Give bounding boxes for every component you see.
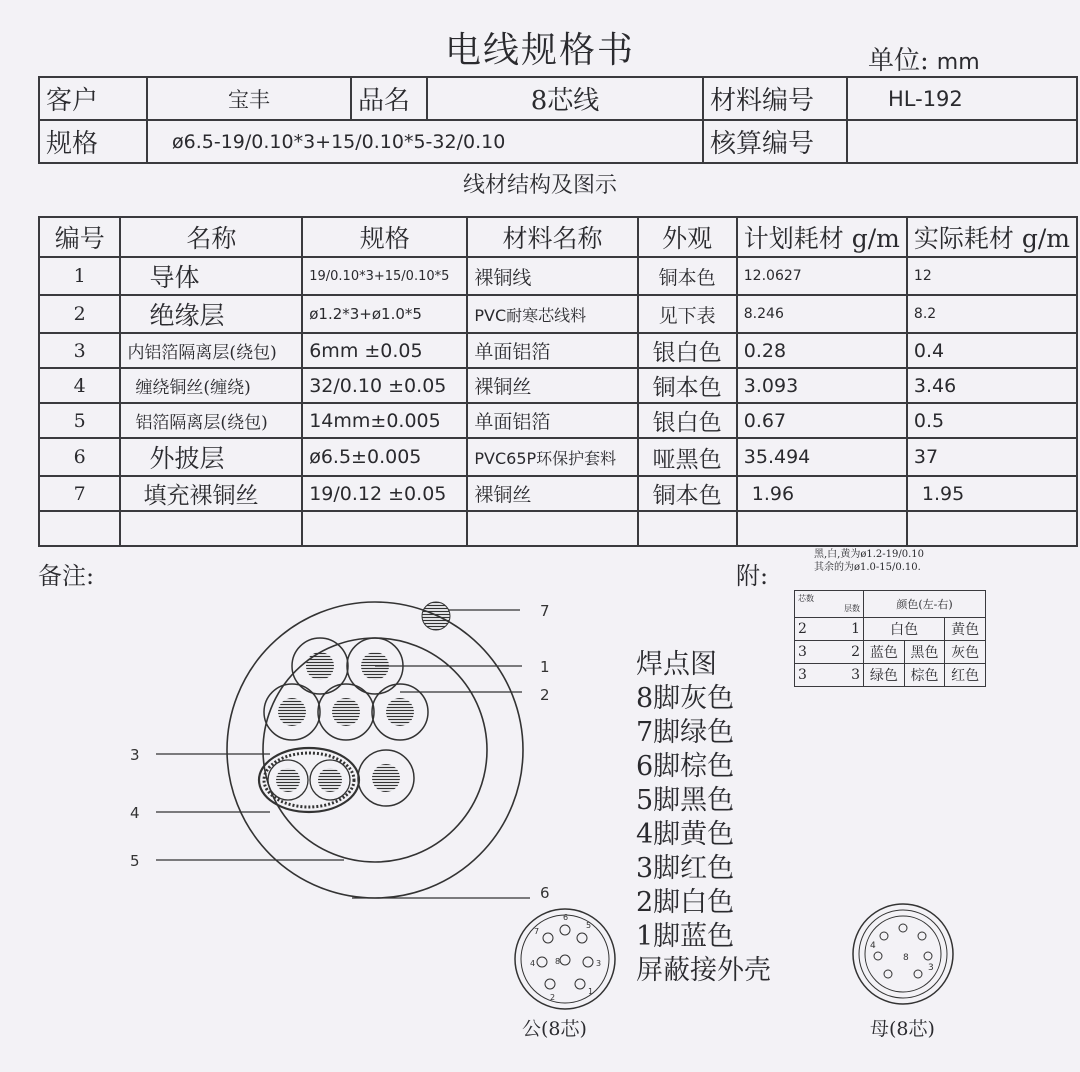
pin-label: 8 <box>555 957 561 966</box>
row-no: 7 <box>39 476 120 511</box>
col-no: 编号 <box>39 217 120 257</box>
label-4: 4 <box>130 804 140 822</box>
header-table <box>38 76 1078 164</box>
table-row <box>39 257 1077 295</box>
row-plan: 8.246 <box>737 295 907 333</box>
row-name: 铝箔隔离层(绕包) <box>120 403 302 438</box>
row-appearance: 银白色 <box>638 403 737 438</box>
row-actual: 37 <box>907 438 1077 476</box>
row-plan: 12.0627 <box>737 257 907 295</box>
table-row-empty <box>39 511 1077 546</box>
row-material: 单面铝箔 <box>467 333 637 368</box>
spec-table <box>38 216 1078 547</box>
check-no-label: 核算编号 <box>703 120 847 163</box>
product-label: 品名 <box>351 77 427 120</box>
unit-value: mm <box>936 50 980 75</box>
row-actual: 1.95 <box>907 476 1077 511</box>
customer-label: 客户 <box>39 77 147 120</box>
col-actual: 实际耗材 g/m <box>907 217 1077 257</box>
row-spec: 32/0.10 ±0.05 <box>302 368 467 403</box>
row-actual: 3.46 <box>907 368 1077 403</box>
row-plan: 0.28 <box>737 333 907 368</box>
color-cell: 黑色 <box>904 641 945 664</box>
spec-label: 规格 <box>39 120 147 163</box>
row-name: 外披层 <box>120 438 302 476</box>
row-appearance: 铜本色 <box>638 368 737 403</box>
attachment-label: 附: <box>736 562 769 590</box>
color-cell: 白色 <box>864 618 945 641</box>
attachment-notes <box>814 548 924 574</box>
row-no: 3 <box>39 333 120 368</box>
pin-item: 2脚白色 <box>636 887 735 918</box>
pin-label: 1 <box>588 987 594 996</box>
col-appearance: 外观 <box>638 217 737 257</box>
table-row <box>39 476 1077 511</box>
row-no: 5 <box>39 403 120 438</box>
customer-value: 宝丰 <box>147 77 351 120</box>
unit-label-text: 单位: <box>868 46 929 76</box>
pin-item: 6脚棕色 <box>636 751 735 782</box>
color-table-h-layers: 层数 <box>844 604 860 613</box>
row-material: PVC65P环保护套料 <box>467 438 637 476</box>
row-actual: 0.4 <box>907 333 1077 368</box>
table-row <box>39 333 1077 368</box>
label-6: 6 <box>540 884 550 902</box>
row-appearance: 铜本色 <box>638 476 737 511</box>
row-name: 填充裸铜丝 <box>120 476 302 511</box>
cores: 2 <box>798 621 807 637</box>
col-spec: 规格 <box>302 217 467 257</box>
notes-label: 备注: <box>38 562 95 590</box>
pin-item: 5脚黑色 <box>636 785 735 816</box>
pin-label: 4 <box>530 959 536 968</box>
table-row <box>39 295 1077 333</box>
filler-wire <box>422 602 450 630</box>
label-5: 5 <box>130 852 140 870</box>
pinout-title: 焊点图 <box>636 649 717 680</box>
table-row <box>39 438 1077 476</box>
row-no: 6 <box>39 438 120 476</box>
unit-label <box>868 40 980 77</box>
pin-label: 4 <box>870 941 876 951</box>
male-connector-diagram <box>510 904 620 1014</box>
color-table-row-3-key <box>795 664 864 687</box>
row-material: 单面铝箔 <box>467 403 637 438</box>
row-no: 4 <box>39 368 120 403</box>
color-cell: 黄色 <box>945 618 986 641</box>
pinout-legend <box>636 648 771 988</box>
row-plan: 35.494 <box>737 438 907 476</box>
row-material: PVC耐寒芯线料 <box>467 295 637 333</box>
layer: 1 <box>851 621 860 637</box>
male-caption: 公(8芯) <box>522 1018 587 1040</box>
row-plan: 0.67 <box>737 403 907 438</box>
row-material: 裸铜丝 <box>467 368 637 403</box>
color-table-row-2-key <box>795 641 864 664</box>
color-table-row-1-key <box>795 618 864 641</box>
leader-lines <box>156 610 530 898</box>
pin-item: 屏蔽接外壳 <box>636 955 771 986</box>
row-name: 缠绕铜丝(缠绕) <box>120 368 302 403</box>
conductor-hatch <box>276 652 414 792</box>
row-material: 裸铜线 <box>467 257 637 295</box>
pin-label: 5 <box>586 921 592 930</box>
layer: 3 <box>851 667 860 683</box>
row-no: 2 <box>39 295 120 333</box>
row-name: 导体 <box>120 257 302 295</box>
row-spec: 19/0.12 ±0.05 <box>302 476 467 511</box>
row-plan: 3.093 <box>737 368 907 403</box>
row-appearance: 见下表 <box>638 295 737 333</box>
document-title: 电线规格书 <box>444 30 635 71</box>
material-no-label: 材料编号 <box>703 77 847 120</box>
row-spec: ø6.5±0.005 <box>302 438 467 476</box>
row-actual: 0.5 <box>907 403 1077 438</box>
material-no-value: HL-192 <box>847 77 1077 120</box>
cores: 3 <box>798 667 807 683</box>
spec-table-header <box>39 217 1077 257</box>
pin-item: 1脚蓝色 <box>636 921 735 952</box>
cores: 3 <box>798 644 807 660</box>
row-actual: 8.2 <box>907 295 1077 333</box>
row-appearance: 铜本色 <box>638 257 737 295</box>
product-value: 8芯线 <box>427 77 703 120</box>
pin-item: 7脚绿色 <box>636 717 735 748</box>
color-cell: 棕色 <box>904 664 945 687</box>
col-plan: 计划耗材 g/m <box>737 217 907 257</box>
label-7: 7 <box>540 602 550 620</box>
label-1: 1 <box>540 658 550 676</box>
table-row <box>39 368 1077 403</box>
row-spec: 19/0.10*3+15/0.10*5 <box>302 257 467 295</box>
layer: 2 <box>851 644 860 660</box>
label-2: 2 <box>540 686 550 704</box>
pin-label: 3 <box>596 959 602 968</box>
attachment-note-1: 黑,白,黄为ø1.2-19/0.10 <box>814 549 925 560</box>
row-spec: 6mm ±0.05 <box>302 333 467 368</box>
pin-item: 8脚灰色 <box>636 683 735 714</box>
row-appearance: 哑黑色 <box>638 438 737 476</box>
table-row <box>39 403 1077 438</box>
row-spec: 14mm±0.005 <box>302 403 467 438</box>
row-name: 内铝箔隔离层(绕包) <box>120 333 302 368</box>
color-cell: 红色 <box>945 664 986 687</box>
attachment-note-2: 其余的为ø1.0-15/0.10. <box>814 562 921 573</box>
female-caption: 母(8芯) <box>870 1018 935 1040</box>
pin-label: 8 <box>903 953 909 963</box>
color-cell: 蓝色 <box>864 641 905 664</box>
pin-label: 3 <box>928 963 934 973</box>
female-connector-diagram <box>848 898 958 1010</box>
row-spec: ø1.2*3+ø1.0*5 <box>302 295 467 333</box>
row-actual: 12 <box>907 257 1077 295</box>
pin-label: 7 <box>534 927 540 936</box>
check-no-value <box>847 120 1077 163</box>
color-table <box>794 590 986 687</box>
pin-item: 4脚黄色 <box>636 819 735 850</box>
row-appearance: 银白色 <box>638 333 737 368</box>
color-cell: 灰色 <box>945 641 986 664</box>
pin-item: 3脚红色 <box>636 853 735 884</box>
row-plan: 1.96 <box>737 476 907 511</box>
pin-label: 2 <box>550 993 556 1002</box>
cable-cross-section-diagram <box>120 580 580 920</box>
spec-value: ø6.5-19/0.10*3+15/0.10*5-32/0.10 <box>147 120 703 163</box>
row-name: 绝缘层 <box>120 295 302 333</box>
row-no: 1 <box>39 257 120 295</box>
outer-jacket <box>227 602 523 898</box>
inner-foil-shield <box>259 748 359 812</box>
label-3: 3 <box>130 746 140 764</box>
color-table-h-cores: 芯数 <box>798 594 814 603</box>
pin-label: 6 <box>563 913 569 922</box>
color-table-h-colors: 颜色(左-右) <box>864 591 986 618</box>
row-material: 裸铜丝 <box>467 476 637 511</box>
col-material: 材料名称 <box>467 217 637 257</box>
color-cell: 绿色 <box>864 664 905 687</box>
section-title: 线材结构及图示 <box>462 173 617 198</box>
col-name: 名称 <box>120 217 302 257</box>
